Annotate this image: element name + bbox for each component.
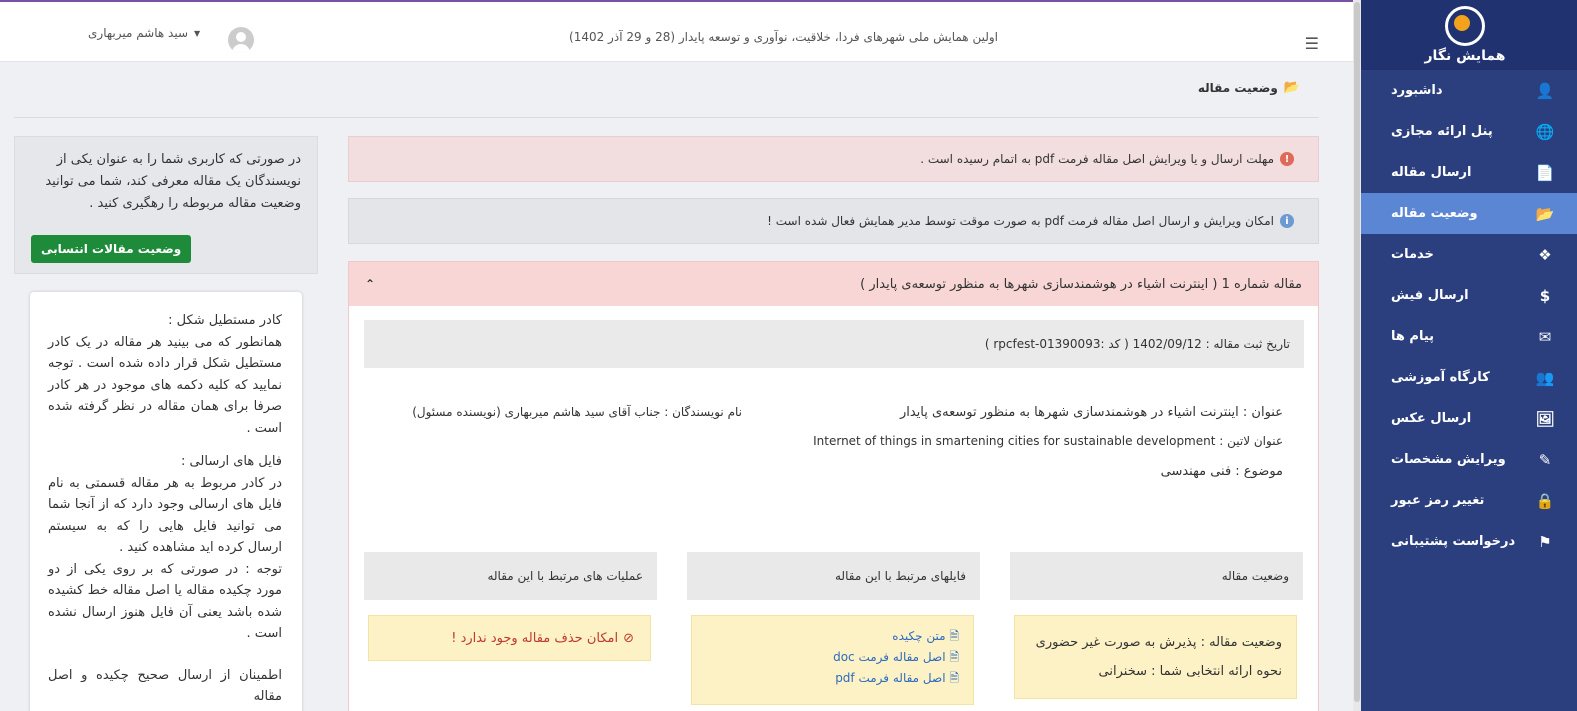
user-name: سید هاشم میربهاری	[88, 26, 189, 40]
article-authors: نام نویسندگان : جناب آقای سید هاشم میربهاری (نویسنده مسئول)	[412, 405, 742, 419]
sidebar-menu	[1353, 70, 1577, 562]
caret-down-icon: ▼	[194, 28, 201, 38]
article-latin-title: عنوان لاتین : Internet of things in smartening cities for sustainable development	[813, 434, 1283, 448]
user-icon: 👤	[1535, 81, 1555, 100]
sidebar-item-label: وضعیت مقاله	[1391, 206, 1478, 221]
chevron-up-icon[interactable]: ⌃	[365, 277, 376, 291]
help-text-box: همانطور که می بینید هر مقاله در یک کادر مستطیل شکل قرار داده شده است . توجه نمایید که کلیه دکمه های موجود در هر کادر صرفا برای همان مقاله در نظر گرفته شده است .	[48, 334, 282, 436]
sidebar-item-6[interactable]	[1353, 316, 1577, 357]
cubes-icon: ❖	[1538, 245, 1552, 264]
file-icon: 🗎	[945, 671, 959, 685]
exclamation-circle-icon: !	[1280, 152, 1294, 166]
help-text-assurance: اطمینان از ارسال صحیح چکیده و اصل مقاله	[48, 667, 282, 704]
file-link-abstract[interactable]	[692, 626, 959, 647]
assigned-articles-button[interactable]: وضعیت مقالات انتسابی	[31, 235, 191, 263]
article-panel	[348, 261, 1319, 711]
sidebar-item-label: ارسال مقاله	[1391, 165, 1472, 180]
help-card	[30, 292, 302, 711]
page-title-text: وضعیت مقاله	[1197, 80, 1278, 95]
logo[interactable]	[1353, 0, 1577, 70]
ops-box	[368, 615, 651, 661]
sidebar-item-7[interactable]	[1353, 357, 1577, 398]
sidebar-item-label: پیام ها	[1391, 329, 1435, 344]
conference-title: اولین همایش ملی شهرهای فردا، خلاقیت، نوآوری و توسعه پایدار (28 و 29 آذر 1402)	[569, 30, 998, 44]
info-circle-icon: i	[1280, 214, 1294, 228]
deadline-alert-text: مهلت ارسال و یا ویرایش اصل مقاله فرمت pdf به اتمام رسیده است .	[920, 152, 1274, 166]
user-menu[interactable]	[88, 26, 200, 40]
ops-heading	[364, 552, 657, 600]
scrollbar[interactable]	[1353, 0, 1361, 711]
folder-open-icon: 📂	[1283, 80, 1300, 95]
logo-mark-icon	[1445, 6, 1485, 46]
status-heading-text: وضعیت مقاله	[1221, 569, 1289, 583]
sidebar-item-label: پنل ارائه مجازی	[1391, 124, 1493, 139]
logo-text: همایش نگار	[1424, 48, 1506, 64]
flag-icon: ⚑	[1538, 532, 1552, 551]
file-link-pdf[interactable]	[692, 668, 959, 689]
assigned-articles-card	[14, 136, 318, 274]
file-icon: 🗎	[945, 629, 959, 643]
ops-heading-text: عملیات های مرتبط با این مقاله	[487, 569, 643, 583]
sidebar-item-label: داشبورد	[1391, 83, 1443, 98]
file-icon: 🗎	[945, 650, 959, 664]
article-date-row	[364, 320, 1304, 368]
sidebar-item-label: ارسال عکس	[1391, 411, 1472, 426]
dollar-icon: $	[1539, 286, 1551, 305]
article-subject: موضوع : فنی مهندسی	[1160, 464, 1283, 479]
scrollbar-thumb[interactable]	[1354, 2, 1360, 702]
file-icon: 📄	[1535, 163, 1555, 182]
file-link-doc[interactable]	[692, 647, 959, 668]
sidebar-item-label: خدمات	[1391, 247, 1434, 262]
help-title-box: کادر مستطیل شکل :	[168, 313, 282, 328]
folder-open-icon: 📂	[1535, 204, 1555, 223]
page-title	[1198, 80, 1300, 95]
sidebar-item-1[interactable]	[1353, 111, 1577, 152]
article-title: عنوان : اینترنت اشیاء در هوشمندسازی شهرها به منظور توسعه‌ی پایدار	[899, 405, 1283, 420]
sidebar-item-0[interactable]	[1353, 70, 1577, 111]
status-heading	[1010, 552, 1303, 600]
help-text-note: توجه : در صورتی که بر روی یکی از دو مورد چکیده مقاله یا اصل مقاله خط کشیده شده باشد یعنی آن فایل هنوز ارسال نشده است .	[48, 561, 282, 641]
article-panel-header[interactable]	[349, 262, 1318, 306]
help-title-files: فایل های ارسالی :	[181, 454, 282, 469]
avatar[interactable]	[228, 27, 254, 53]
temporary-alert-text: امکان ویرایش و ارسال اصل مقاله فرمت pdf به صورت موقت توسط مدیر همایش فعال شده است !	[767, 214, 1274, 228]
sidebar-item-label: کارگاه آموزشی	[1391, 370, 1490, 385]
article-header-text: مقاله شماره 1 ( اینترنت اشیاء در هوشمندسازی شهرها به منظور توسعه‌ی پایدار )	[860, 276, 1302, 292]
temporary-access-alert	[348, 198, 1319, 244]
sidebar-item-9[interactable]	[1353, 439, 1577, 480]
file-link-label: اصل مقاله فرمت pdf	[835, 671, 946, 685]
deadline-alert	[348, 136, 1319, 182]
ops-message: امکان حذف مقاله وجود ندارد !	[451, 630, 619, 646]
lock-icon: 🔒	[1535, 491, 1555, 510]
files-box	[691, 615, 974, 705]
status-box	[1014, 615, 1297, 699]
sidebar-item-label: درخواست پشتیبانی	[1391, 534, 1516, 549]
article-date: تاریخ ثبت مقاله : 1402/09/12 ( کد :rpcfest-01390093 )	[984, 337, 1290, 351]
file-link-label: اصل مقاله فرمت doc	[833, 650, 946, 664]
sidebar-item-10[interactable]	[1353, 480, 1577, 521]
presentation-line: نحوه ارائه انتخابی شما : سخنرانی	[1098, 664, 1282, 679]
sidebar-item-label: تغییر رمز عبور	[1391, 493, 1485, 508]
help-text-files: در کادر مربوط به هر مقاله قسمتی به نام فایل های ارسالی وجود دارد که از آنجا شما می توانید فایل هایی را که به سیستم ارسال کرده اید مشاهده کنید .	[48, 475, 282, 555]
ban-icon: ⊘	[623, 630, 634, 646]
top-header	[0, 2, 1353, 62]
files-heading-text: فایلهای مرتبط با این مقاله	[835, 569, 966, 583]
image-icon: 🖼	[1535, 409, 1555, 428]
sidebar-item-label: ارسال فیش	[1391, 288, 1469, 303]
assigned-info-text: در صورتی که کاربری شما را به عنوان یکی از نویسندگان یک مقاله معرفی کند، شما می توانید وضعیت مقاله مربوطه را رهگیری کنید .	[45, 152, 301, 211]
status-line: وضعیت مقاله : پذیرش به صورت غیر حضوری	[1035, 635, 1282, 650]
sidebar-item-5[interactable]	[1353, 275, 1577, 316]
file-link-label: متن چکیده	[892, 629, 946, 643]
globe-icon: 🌐	[1535, 122, 1555, 141]
sidebar-item-label: ویرایش مشخصات	[1391, 452, 1506, 467]
sidebar	[1353, 0, 1577, 711]
sidebar-item-11[interactable]	[1353, 521, 1577, 562]
users-icon: 👥	[1535, 368, 1555, 387]
sidebar-item-3[interactable]	[1353, 193, 1577, 234]
envelope-icon: ✉	[1538, 327, 1552, 346]
sidebar-item-8[interactable]	[1353, 398, 1577, 439]
edit-icon: ✎	[1538, 450, 1552, 469]
files-heading	[687, 552, 980, 600]
hamburger-menu-icon[interactable]: ☰	[1304, 34, 1319, 53]
divider	[14, 117, 1319, 118]
sidebar-item-2[interactable]	[1353, 152, 1577, 193]
sidebar-item-4[interactable]	[1353, 234, 1577, 275]
